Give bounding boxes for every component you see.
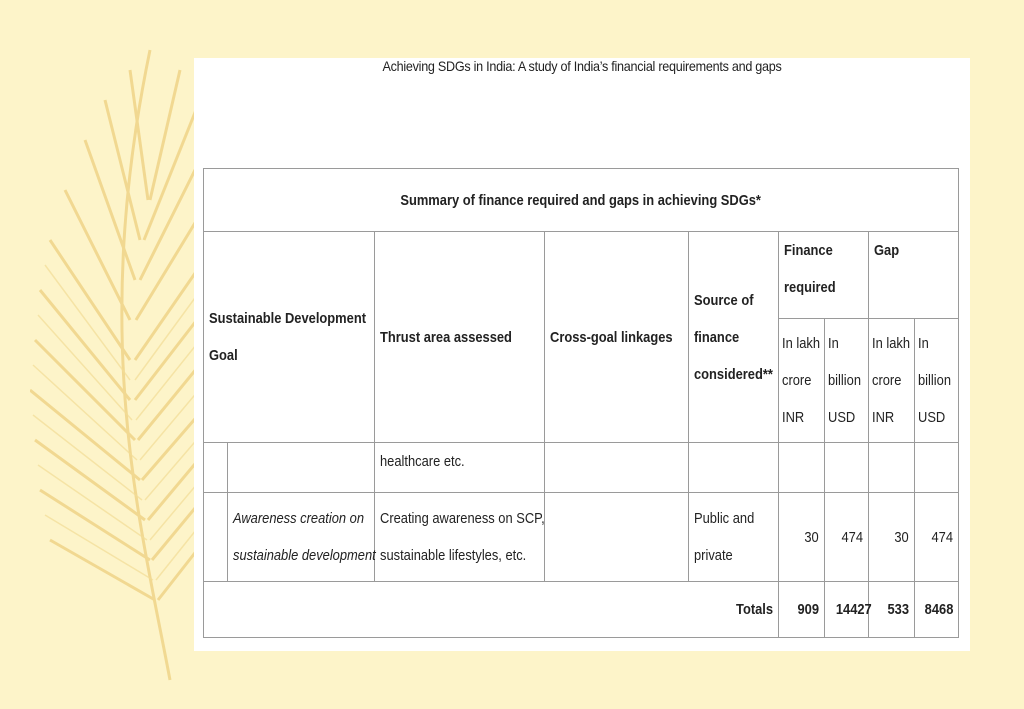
row-gap-inr-cell: 30	[869, 493, 915, 581]
totals-label: Totals	[204, 581, 779, 637]
table-row	[204, 443, 959, 493]
totals-row	[204, 581, 959, 637]
row-linkages-cell	[545, 443, 689, 493]
unit-finance-usd: In billion USD	[825, 318, 869, 443]
document-title: Achieving SDGs in India: A study of India’s financial requirements and gaps	[382, 58, 782, 74]
row-linkages-cell	[545, 493, 689, 581]
unit-finance-inr: In lakh crore INR	[779, 318, 825, 443]
unit-gap-usd: In billion USD	[915, 318, 959, 443]
row-fin-usd-cell	[825, 443, 869, 493]
header-finance-required: Finance required	[779, 232, 869, 318]
row-goal-cell	[204, 493, 228, 581]
header-goal: Sustainable Development Goal	[204, 232, 375, 443]
row-subgoal-cell: Awareness creation on sustainable development	[228, 493, 375, 581]
header-cross-goal-linkages: Cross-goal linkages	[545, 232, 689, 443]
row-source-cell	[689, 443, 779, 493]
totals-gap-usd: 8468	[915, 581, 959, 637]
row-fin-inr-cell: 30	[779, 493, 825, 581]
row-fin-inr-cell	[779, 443, 825, 493]
summary-row	[204, 169, 959, 232]
row-goal-cell	[204, 443, 228, 493]
row-thrust-cell: healthcare etc.	[375, 443, 545, 493]
totals-fin-inr: 909	[779, 581, 825, 637]
row-gap-usd-cell: 474	[915, 493, 959, 581]
totals-fin-usd: 14427	[825, 581, 869, 637]
document-page	[194, 58, 970, 651]
row-subgoal-cell	[228, 443, 375, 493]
table-row	[204, 493, 959, 581]
header-source-of-finance: Source of finance considered**	[689, 232, 779, 443]
row-thrust-cell: Creating awareness on SCP, sustainable lifestyles, etc.	[375, 493, 545, 581]
row-fin-usd-cell: 474	[825, 493, 869, 581]
row-source-cell: Public and private	[689, 493, 779, 581]
row-gap-inr-cell	[869, 443, 915, 493]
row-gap-usd-cell	[915, 443, 959, 493]
header-thrust-area: Thrust area assessed	[375, 232, 545, 443]
totals-gap-inr: 533	[869, 581, 915, 637]
unit-gap-inr: In lakh crore INR	[869, 318, 915, 443]
header-gap: Gap	[869, 232, 959, 318]
summary-header: Summary of finance required and gaps in achieving SDGs*	[204, 169, 959, 232]
sdg-finance-table	[203, 168, 959, 638]
header-row-1	[204, 232, 959, 318]
